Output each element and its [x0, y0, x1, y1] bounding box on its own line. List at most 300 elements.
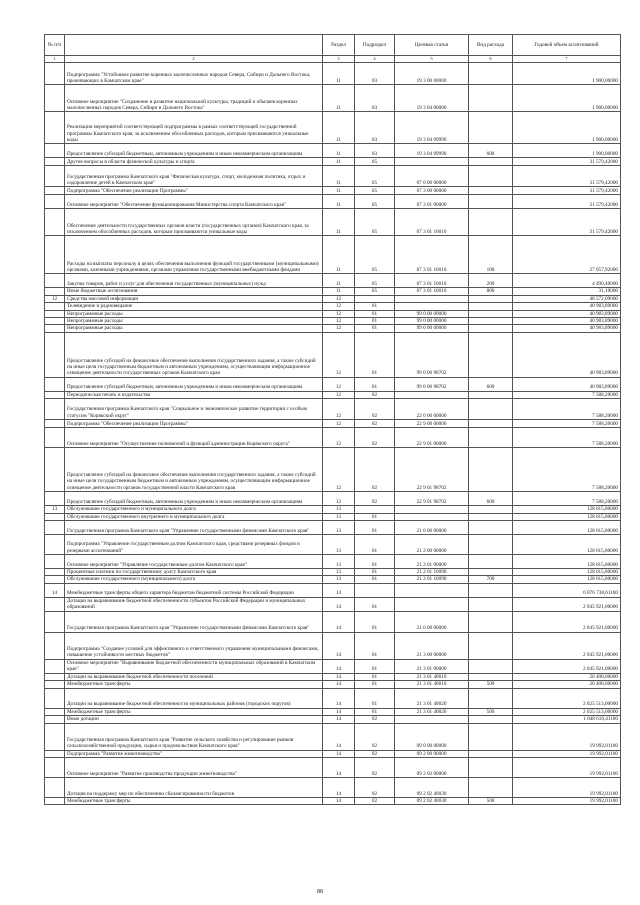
- cell-podrazdel: 03: [355, 112, 395, 144]
- cell-annual-amount: 40 983,89000: [513, 325, 621, 332]
- table-row: [45, 757, 621, 777]
- cell-expense-type: [469, 535, 513, 555]
- cell-number: [45, 209, 65, 236]
- cell-target-article: 07 3 01 10010: [395, 274, 469, 288]
- table-row: [45, 377, 621, 391]
- cell-razdel: 14: [323, 611, 355, 632]
- cell-expense-type: [469, 158, 513, 166]
- cell-razdel: 14: [323, 797, 355, 804]
- cell-expense-type: [469, 750, 513, 757]
- cell-annual-amount: 4 490,40000: [513, 274, 621, 288]
- cell-number: [45, 166, 65, 187]
- cell-number: [45, 659, 65, 673]
- cell-expense-type: 100: [469, 236, 513, 274]
- cell-target-article: 07 3 01 00000: [395, 195, 469, 209]
- header-name: [65, 35, 323, 56]
- cell-number: [45, 513, 65, 520]
- cell-number: [45, 569, 65, 576]
- cell-number: [45, 85, 65, 112]
- cell-annual-amount: 128 615,80000: [513, 555, 621, 569]
- cell-number: [45, 723, 65, 750]
- cell-podrazdel: 03: [355, 144, 395, 158]
- cell-name: Государственная программа Камчатского края "Управление государственными финансами Камчатского края": [65, 521, 323, 535]
- cell-podrazdel: 02: [355, 723, 395, 750]
- cell-razdel: 11: [323, 187, 355, 195]
- cell-name: Межбюджетные трансферты общего характера бюджетам бюджетной системы Российской Федерации: [65, 583, 323, 597]
- header-target-article: Целевая статья: [395, 35, 469, 56]
- cell-razdel: 11: [323, 274, 355, 288]
- cell-target-article: 21 3 01 40020: [395, 688, 469, 708]
- cell-number: [45, 535, 65, 555]
- cell-razdel: 11: [323, 166, 355, 187]
- cell-razdel: 14: [323, 659, 355, 673]
- table-row: [45, 583, 621, 597]
- cell-number: [45, 274, 65, 288]
- cell-expense-type: [469, 318, 513, 325]
- column-number: 3: [323, 56, 355, 63]
- cell-razdel: 11: [323, 85, 355, 112]
- cell-razdel: 13: [323, 506, 355, 513]
- cell-podrazdel: 02: [355, 757, 395, 777]
- cell-target-article: 07 0 00 00000: [395, 166, 469, 187]
- cell-number: [45, 391, 65, 398]
- cell-number: 12: [45, 295, 65, 302]
- cell-expense-type: [469, 723, 513, 750]
- table-row: [45, 673, 621, 680]
- cell-target-article: 22 0 00 00000: [395, 399, 469, 420]
- cell-expense-type: 200: [469, 274, 513, 288]
- cell-name: Межбюджетные трансферты: [65, 681, 323, 688]
- cell-annual-amount: 1 900,00000: [513, 85, 621, 112]
- cell-number: [45, 310, 65, 317]
- cell-target-article: 09 2 02 00000: [395, 757, 469, 777]
- cell-podrazdel: 02: [355, 797, 395, 804]
- cell-name: Иные дотации: [65, 716, 323, 723]
- cell-expense-type: 800: [469, 288, 513, 295]
- cell-target-article: 21 3 01 40010: [395, 681, 469, 688]
- table-row: [45, 597, 621, 611]
- cell-razdel: 14: [323, 583, 355, 597]
- table-row: [45, 332, 621, 377]
- cell-annual-amount: 1 048 610,41100: [513, 716, 621, 723]
- cell-razdel: 11: [323, 63, 355, 85]
- cell-target-article: [395, 158, 469, 166]
- cell-razdel: 12: [323, 303, 355, 310]
- cell-number: [45, 420, 65, 428]
- cell-name: Дотации на выравнивание бюджетной обеспеченности поселений: [65, 673, 323, 680]
- cell-name: Подпрограмма "Обеспечение реализации Программы": [65, 420, 323, 428]
- table-row: [45, 187, 621, 195]
- cell-annual-amount: 7 588,20000: [513, 391, 621, 398]
- cell-name: Периодическая печать и издательства: [65, 391, 323, 398]
- cell-number: [45, 303, 65, 310]
- cell-annual-amount: 31 579,42000: [513, 209, 621, 236]
- cell-podrazdel: 01: [355, 555, 395, 569]
- cell-razdel: 12: [323, 377, 355, 391]
- header-podrazdel: Подраздел: [355, 35, 395, 56]
- table-row: [45, 708, 621, 715]
- cell-razdel: 14: [323, 681, 355, 688]
- cell-name: Непрограммные расходы: [65, 310, 323, 317]
- cell-expense-type: [469, 399, 513, 420]
- cell-expense-type: 600: [469, 492, 513, 506]
- cell-annual-amount: 40 983,89000: [513, 303, 621, 310]
- table-row: [45, 492, 621, 506]
- cell-name: Межбюджетные трансферты: [65, 797, 323, 804]
- table-row: [45, 310, 621, 317]
- cell-razdel: 13: [323, 555, 355, 569]
- cell-podrazdel: 05: [355, 236, 395, 274]
- cell-podrazdel: [355, 583, 395, 597]
- cell-number: [45, 448, 65, 492]
- cell-annual-amount: 40 983,89000: [513, 377, 621, 391]
- cell-razdel: 11: [323, 144, 355, 158]
- table-row: [45, 209, 621, 236]
- cell-podrazdel: 02: [355, 492, 395, 506]
- cell-number: [45, 750, 65, 757]
- cell-expense-type: [469, 583, 513, 597]
- table-row: [45, 723, 621, 750]
- cell-podrazdel: 03: [355, 85, 395, 112]
- cell-expense-type: 500: [469, 681, 513, 688]
- cell-number: [45, 63, 65, 85]
- cell-name: Государственная программа Камчатского края "Физическая культура, спорт, молодежная политика, отдых и оздоровление детей в Камчатском крае": [65, 166, 323, 187]
- cell-podrazdel: 01: [355, 569, 395, 576]
- cell-annual-amount: 20 408,00000: [513, 681, 621, 688]
- header-expense-type: Вид расхода: [469, 35, 513, 56]
- cell-razdel: 13: [323, 513, 355, 520]
- cell-annual-amount: 31,10000: [513, 288, 621, 295]
- cell-podrazdel: 05: [355, 195, 395, 209]
- cell-expense-type: 500: [469, 708, 513, 715]
- table-row: [45, 85, 621, 112]
- cell-razdel: 12: [323, 399, 355, 420]
- cell-expense-type: [469, 597, 513, 611]
- cell-razdel: 14: [323, 632, 355, 659]
- cell-podrazdel: 01: [355, 632, 395, 659]
- table-row: [45, 295, 621, 302]
- cell-number: [45, 576, 65, 583]
- cell-number: [45, 325, 65, 332]
- cell-expense-type: [469, 112, 513, 144]
- cell-annual-amount: 19 992,01100: [513, 757, 621, 777]
- cell-number: [45, 112, 65, 144]
- cell-razdel: 12: [323, 325, 355, 332]
- cell-target-article: 07 3 01 10010: [395, 236, 469, 274]
- cell-number: [45, 708, 65, 715]
- cell-expense-type: [469, 659, 513, 673]
- cell-podrazdel: 05: [355, 288, 395, 295]
- cell-annual-amount: 40 983,89000: [513, 310, 621, 317]
- cell-expense-type: 700: [469, 576, 513, 583]
- cell-expense-type: [469, 611, 513, 632]
- cell-expense-type: [469, 448, 513, 492]
- header-number: № п/п: [45, 35, 65, 56]
- table-row: [45, 288, 621, 295]
- cell-podrazdel: 01: [355, 688, 395, 708]
- table-row: [45, 236, 621, 274]
- cell-expense-type: [469, 632, 513, 659]
- cell-expense-type: [469, 325, 513, 332]
- cell-target-article: 99 0 00 98702: [395, 377, 469, 391]
- cell-expense-type: 600: [469, 377, 513, 391]
- cell-number: [45, 318, 65, 325]
- cell-name: Подпрограмма "Управление государственным долгом Камчатского края, средствами резервных фондов и резервами ассигнований": [65, 535, 323, 555]
- table-row: [45, 158, 621, 166]
- cell-name: Предоставление субсидий на финансовое обеспечение выполнения государственного задания, а также субсидий на иные цели государственным бюджетным и автономным учреждениям, осуществляющим информационное освещение деятельности государственных органов Камчатского края: [65, 332, 323, 377]
- cell-name: Непрограммные расходы: [65, 318, 323, 325]
- cell-razdel: 13: [323, 535, 355, 555]
- cell-razdel: 11: [323, 195, 355, 209]
- cell-podrazdel: 05: [355, 158, 395, 166]
- cell-number: [45, 632, 65, 659]
- cell-target-article: 99 0 00 00000: [395, 325, 469, 332]
- cell-podrazdel: 02: [355, 391, 395, 398]
- cell-name: Предоставление субсидий бюджетным, автономным учреждениям и иным некоммерческим организациям: [65, 377, 323, 391]
- cell-expense-type: [469, 85, 513, 112]
- cell-podrazdel: 02: [355, 777, 395, 797]
- cell-target-article: 21 2 01 00000: [395, 555, 469, 569]
- cell-podrazdel: 02: [355, 428, 395, 448]
- table-row: [45, 659, 621, 673]
- cell-name: Обслуживание государственного (муниципального) долга: [65, 576, 323, 583]
- cell-number: [45, 187, 65, 195]
- cell-podrazdel: [355, 506, 395, 513]
- cell-annual-amount: 1 900,00000: [513, 112, 621, 144]
- cell-number: [45, 492, 65, 506]
- cell-target-article: 09 2 02 40030: [395, 797, 469, 804]
- cell-target-article: 09 2 02 40030: [395, 777, 469, 797]
- column-number: 2: [65, 56, 323, 63]
- cell-annual-amount: 2 025 513,00000: [513, 708, 621, 715]
- table-row: [45, 750, 621, 757]
- cell-name: Предоставление субсидий бюджетным, автономным учреждениям и иным некоммерческим организациям: [65, 144, 323, 158]
- cell-podrazdel: 02: [355, 750, 395, 757]
- cell-number: [45, 288, 65, 295]
- table-row: [45, 325, 621, 332]
- cell-annual-amount: 31 579,42000: [513, 195, 621, 209]
- cell-annual-amount: 19 992,01100: [513, 750, 621, 757]
- cell-expense-type: [469, 295, 513, 302]
- cell-annual-amount: 128 615,80000: [513, 506, 621, 513]
- cell-podrazdel: 01: [355, 681, 395, 688]
- cell-razdel: 14: [323, 688, 355, 708]
- cell-target-article: [395, 716, 469, 723]
- cell-podrazdel: 05: [355, 274, 395, 288]
- table-row: [45, 144, 621, 158]
- cell-expense-type: [469, 391, 513, 398]
- cell-razdel: 13: [323, 521, 355, 535]
- table-row: [45, 535, 621, 555]
- header-annual-amount: Годовой объем ассигнований: [513, 35, 621, 56]
- cell-razdel: 11: [323, 158, 355, 166]
- cell-podrazdel: 01: [355, 513, 395, 520]
- cell-annual-amount: 31 579,42000: [513, 158, 621, 166]
- cell-number: [45, 428, 65, 448]
- cell-name: Дотация на поддержку мер по обеспечению сбалансированности бюджетов: [65, 777, 323, 797]
- cell-name: Государственная программа Камчатского края "Социальное и экономическое развитие территории с особым статусом "Корякский округ": [65, 399, 323, 420]
- cell-name: Основное мероприятие "Обеспечение функционирования Министерства спорта Камчатского края": [65, 195, 323, 209]
- cell-number: [45, 757, 65, 777]
- budget-table: [44, 34, 621, 805]
- cell-target-article: 09 2 00 00000: [395, 750, 469, 757]
- cell-target-article: 99 0 00 00000: [395, 318, 469, 325]
- table-row: [45, 195, 621, 209]
- cell-annual-amount: 7 588,20000: [513, 428, 621, 448]
- cell-target-article: 22 9 01 98702: [395, 492, 469, 506]
- cell-name: Основное мероприятие "Выравнивание бюджетной обеспеченности муниципальных образований в Камчатском крае": [65, 659, 323, 673]
- cell-annual-amount: 31 579,42000: [513, 166, 621, 187]
- cell-target-article: 21 0 00 00000: [395, 521, 469, 535]
- cell-target-article: 19 3 04 09990: [395, 112, 469, 144]
- cell-annual-amount: 40 983,89000: [513, 332, 621, 377]
- cell-expense-type: [469, 420, 513, 428]
- cell-expense-type: [469, 513, 513, 520]
- cell-name: Предоставление субсидий на финансовое обеспечение выполнения государственного задания, а также субсидий на иные цели государственным бюджетным и автономным учреждениям, осуществляющим информационное освещение деятельности органов государственной власти Камчатского края: [65, 448, 323, 492]
- cell-name: Подпрограмма "Создание условий для эффективного и ответственного управления муниципальными финансами, повышение устойчивости местных бюджетов": [65, 632, 323, 659]
- cell-razdel: 12: [323, 391, 355, 398]
- column-number: 4: [355, 56, 395, 63]
- cell-number: [45, 597, 65, 611]
- cell-annual-amount: 19 992,01100: [513, 777, 621, 797]
- cell-podrazdel: 02: [355, 716, 395, 723]
- cell-name: Закупка товаров, работ и услуг для обеспечения государственных (муниципальных) нужд: [65, 274, 323, 288]
- table-row: [45, 777, 621, 797]
- column-number: 6: [469, 56, 513, 63]
- cell-name: Государственная программа Камчатского края "Развитие сельского хозяйства и регулирование рынков сельскохозяйственной продукции, сырья и продовольствия Камчатского края": [65, 723, 323, 750]
- cell-target-article: 07 3 01 10010: [395, 288, 469, 295]
- cell-number: [45, 521, 65, 535]
- cell-number: [45, 611, 65, 632]
- cell-name: Предоставление субсидий бюджетным, автономным учреждениям и иным некоммерческим организациям: [65, 492, 323, 506]
- cell-podrazdel: 02: [355, 399, 395, 420]
- column-number: 1: [45, 56, 65, 63]
- cell-number: [45, 158, 65, 166]
- cell-razdel: 13: [323, 569, 355, 576]
- cell-razdel: 11: [323, 288, 355, 295]
- cell-target-article: 07 3 00 00000: [395, 187, 469, 195]
- cell-expense-type: [469, 303, 513, 310]
- table-row: [45, 576, 621, 583]
- cell-name: Средства массовой информации: [65, 295, 323, 302]
- cell-name: Иные бюджетные ассигнования: [65, 288, 323, 295]
- cell-name: Непрограммные расходы: [65, 325, 323, 332]
- cell-number: [45, 673, 65, 680]
- cell-target-article: 19 3 04 09990: [395, 144, 469, 158]
- cell-annual-amount: 128 615,80000: [513, 513, 621, 520]
- cell-razdel: 14: [323, 757, 355, 777]
- header-razdel: Раздел: [323, 35, 355, 56]
- cell-name: Основное мероприятие "Управление государственным долгом Камчатского края": [65, 555, 323, 569]
- cell-number: [45, 195, 65, 209]
- cell-name: Дотации на выравнивание бюджетной обеспеченности субъектов Российской Федерации и муниципальных образований: [65, 597, 323, 611]
- cell-number: [45, 797, 65, 804]
- cell-podrazdel: 01: [355, 303, 395, 310]
- table-row: [45, 555, 621, 569]
- cell-razdel: 12: [323, 492, 355, 506]
- table-row: [45, 513, 621, 520]
- cell-annual-amount: 20 408,00000: [513, 673, 621, 680]
- cell-expense-type: [469, 777, 513, 797]
- cell-expense-type: [469, 166, 513, 187]
- table-row: [45, 166, 621, 187]
- cell-razdel: 14: [323, 597, 355, 611]
- cell-name: Процентные платежи по государственному долгу Камчатского края: [65, 569, 323, 576]
- cell-number: [45, 688, 65, 708]
- cell-razdel: 12: [323, 318, 355, 325]
- cell-name: Обслуживание государственного и муниципального долга: [65, 506, 323, 513]
- cell-target-article: 21 3 01 40020: [395, 708, 469, 715]
- cell-target-article: 99 0 00 00000: [395, 310, 469, 317]
- cell-annual-amount: 27 057,92000: [513, 236, 621, 274]
- cell-number: [45, 332, 65, 377]
- cell-annual-amount: 128 615,80000: [513, 521, 621, 535]
- cell-annual-amount: 19 992,01100: [513, 723, 621, 750]
- cell-podrazdel: 01: [355, 318, 395, 325]
- cell-number: 14: [45, 583, 65, 597]
- cell-expense-type: 600: [469, 144, 513, 158]
- cell-target-article: 21 3 00 00000: [395, 632, 469, 659]
- cell-podrazdel: 01: [355, 673, 395, 680]
- cell-target-article: 07 3 01 10010: [395, 209, 469, 236]
- cell-target-article: 21 3 01 40010: [395, 673, 469, 680]
- cell-annual-amount: 7 588,20000: [513, 448, 621, 492]
- table-row: [45, 681, 621, 688]
- cell-podrazdel: 01: [355, 310, 395, 317]
- cell-annual-amount: 2 025 513,00000: [513, 688, 621, 708]
- table-row: [45, 112, 621, 144]
- cell-name: Другие вопросы в области физической культуры и спорта: [65, 158, 323, 166]
- cell-annual-amount: 2 045 921,00000: [513, 659, 621, 673]
- cell-annual-amount: 48 572,09000: [513, 295, 621, 302]
- cell-name: Реализация мероприятий соответствующей подпрограммы в рамках соответствующей государственной программы Камчатского края, за исключением обособленных расходов, которым присваиваются уникальные коды: [65, 112, 323, 144]
- cell-podrazdel: 01: [355, 535, 395, 555]
- cell-target-article: 22 9 01 00000: [395, 428, 469, 448]
- cell-razdel: 13: [323, 576, 355, 583]
- cell-expense-type: [469, 310, 513, 317]
- cell-number: [45, 399, 65, 420]
- cell-target-article: [395, 583, 469, 597]
- table-row: [45, 274, 621, 288]
- cell-name: Основное мероприятие "Осуществление полномочий и функций администрации Корякского округа": [65, 428, 323, 448]
- column-number: 5: [395, 56, 469, 63]
- table-row: [45, 632, 621, 659]
- table-row: [45, 420, 621, 428]
- cell-name: Государственная программа Камчатского края "Управление государственными финансами Камчатского края": [65, 611, 323, 632]
- table-row: [45, 428, 621, 448]
- cell-name: Телевидение и радиовещание: [65, 303, 323, 310]
- cell-target-article: 21 2 01 10090: [395, 576, 469, 583]
- cell-annual-amount: 7 588,20000: [513, 399, 621, 420]
- cell-annual-amount: 6 876 738,61100: [513, 583, 621, 597]
- table-body: [45, 63, 621, 805]
- cell-razdel: 11: [323, 112, 355, 144]
- cell-annual-amount: 1 900,00000: [513, 63, 621, 85]
- table-row: [45, 506, 621, 513]
- cell-number: [45, 716, 65, 723]
- cell-annual-amount: 128 615,80000: [513, 535, 621, 555]
- cell-podrazdel: 05: [355, 187, 395, 195]
- cell-podrazdel: 01: [355, 708, 395, 715]
- column-number-row: [45, 56, 621, 63]
- cell-name: Обслуживание государственного внутреннего и муниципального долга: [65, 513, 323, 520]
- cell-expense-type: [469, 673, 513, 680]
- cell-razdel: 14: [323, 723, 355, 750]
- cell-razdel: 12: [323, 332, 355, 377]
- cell-expense-type: [469, 209, 513, 236]
- cell-target-article: 19 3 00 00000: [395, 63, 469, 85]
- cell-target-article: 22 9 01 98702: [395, 448, 469, 492]
